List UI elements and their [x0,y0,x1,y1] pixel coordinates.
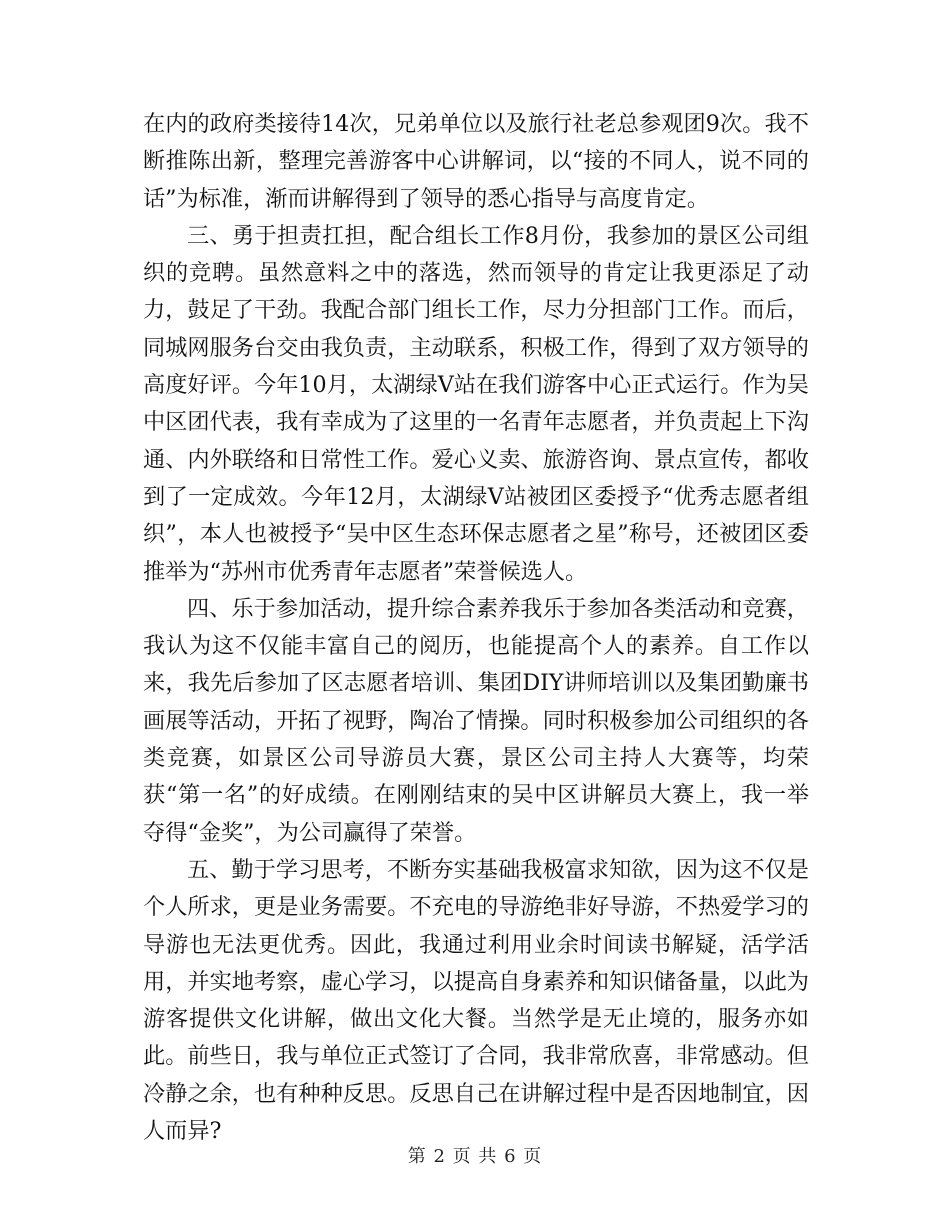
paragraph-continued: 在内的政府类接待14次，兄弟单位以及旅行社老总参观团9次。我不断推陈出新，整理完善游客中心讲解词，以“接的不同人，说不同的话”为标准，渐而讲解得到了领导的悉心指导与高度肯定。 [143,111,809,212]
paragraph-section-three: 三、勇于担责扛担，配合组长工作8月份，我参加的景区公司组织的竞聘。虽然意料之中的落选，然而领导的肯定让我更添足了动力，鼓足了干劲。我配合部门组长工作，尽力分担部门工作。而后，同城网服务台交由我负责，主动联系，积极工作，得到了双方领导的高度好评。今年10月，太湖绿V站在我们游客中心正式运行。作为吴中区团代表，我有幸成为了这里的一名青年志愿者，并负责起上下沟通、内外联络和日常性工作。爱心义卖、旅游咨询、景点宣传，都收到了一定成效。今年12月，太湖绿V站被团区委授予“优秀志愿者组织”，本人也被授予“吴中区生态环保志愿者之星”称号，还被团区委推举为“苏州市优秀青年志愿者”荣誉候选人。 [143,222,809,585]
document-body [143,106,809,1150]
paragraph-section-five: 五、勤于学习思考，不断夯实基础我极富求知欲，因为这不仅是个人所求，更是业务需要。不充电的导游绝非好导游，不热爱学习的导游也无法更优秀。因此，我通过利用业余时间读书解疑，活学活用，并实地考察，虚心学习，以提高自身素养和知识储备量，以此为游客提供文化讲解，做出文化大餐。当然学是无止境的，服务亦如此。前些日，我与单位正式签订了合同，我非常欣喜，非常感动。但冷静之余，也有种种反思。反思自己在讲解过程中是否因地制宜，因人而异? [143,856,809,1145]
page-number-footer: 第 2 页 共 6 页 [407,1146,543,1167]
paragraph-section-four: 四、乐于参加活动，提升综合素养我乐于参加各类活动和竞赛，我认为这不仅能丰富自己的阅历，也能提高个人的素养。自工作以来，我先后参加了区志愿者培训、集团DIY讲师培训以及集团勤廉书画展等活动，开拓了视野，陶冶了情操。同时积极参加公司组织的各类竞赛，如景区公司导游员大赛，景区公司主持人大赛等，均荣获“第一名”的好成绩。在刚刚结束的吴中区讲解员大赛上，我一举夺得“金奖”，为公司赢得了荣誉。 [143,595,809,846]
